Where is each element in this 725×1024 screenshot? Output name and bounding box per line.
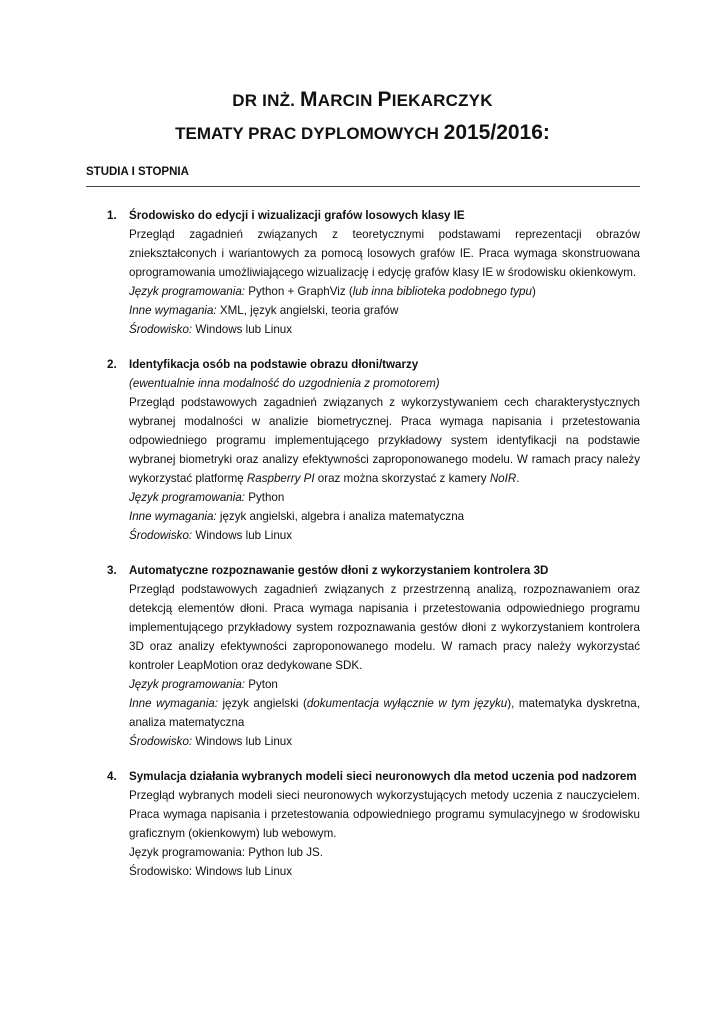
- environment-value: Windows lub Linux: [192, 735, 293, 748]
- topic-title: Symulacja działania wybranych modeli sieci neuronowych dla metod uczenia pod nadzorem: [129, 770, 637, 783]
- topic-subtitle: (ewentualnie inna modalność do uzgodnienia z promotorem): [129, 377, 440, 390]
- section-divider: [86, 186, 640, 187]
- topic-language: Język programowania: Python lub JS.: [129, 846, 323, 859]
- topic-number: 3.: [107, 564, 117, 577]
- environment-value: Windows lub Linux: [192, 529, 293, 542]
- topic-title: Identyfikacja osób na podstawie obrazu dłoni/twarzy: [129, 358, 419, 371]
- topic-environment: Środowisko: Windows lub Linux: [129, 865, 293, 878]
- environment-label: Środowisko:: [129, 529, 193, 542]
- language-label: Język programowania:: [129, 285, 245, 298]
- topic-requirements: [129, 301, 640, 320]
- language-value: Python + GraphViz (: [245, 285, 353, 298]
- topic-item-2: [86, 355, 640, 545]
- section-heading: STUDIA I STOPNIA: [86, 166, 189, 178]
- description-part: oraz można skorzystać z kamery: [314, 472, 490, 485]
- topic-language: [129, 282, 640, 301]
- description-part: .: [516, 472, 520, 485]
- topic-description: Przegląd wybranych modeli sieci neuronowych wykorzystujących metody uczenia z nauczycielem. Praca wymaga napisania i przetestowania odpowiedniego programu symulacyjnego w środowisku graficznym (okienkowym) lub webowym.: [129, 789, 640, 840]
- topic-number: 1.: [107, 209, 117, 222]
- language-close: ): [531, 285, 536, 298]
- subtitle-text: TEMATY PRAC DYPLOMOWYCH: [175, 124, 444, 143]
- language-label: Język programowania:: [129, 678, 245, 691]
- author-last-rest: IEKARCZYK: [391, 91, 493, 110]
- author-last-initial: P: [377, 88, 392, 111]
- description-part: Przegląd podstawowych zagadnień związanych z wykorzystywaniem cech charakterystycznych wybranej modalności w analizie biometrycznej. Praca wymaga napisania i przetestowania odpowiedniego programu implementującego przykładowy system identyfikacji na podstawie wybranej biometryki oraz analizy efektywności zaproponowanego modelu. W ramach pracy należy wykorzystać platformę: [129, 396, 640, 485]
- topic-number: 2.: [107, 358, 117, 371]
- topic-title: Środowisko do edycji i wizualizacji grafów losowych klasy IE: [129, 209, 465, 222]
- description-camera: NoIR: [489, 472, 517, 485]
- author-name: [0, 88, 725, 112]
- topic-requirements: [129, 694, 640, 732]
- requirements-label: Inne wymagania:: [129, 304, 217, 317]
- requirements-label: Inne wymagania:: [129, 510, 217, 523]
- topic-language: [129, 675, 640, 694]
- topic-description: Przegląd podstawowych zagadnień związanych z przestrzenną analizą, rozpoznawaniem oraz detekcją elementów dłoni. Praca wymaga napisania i przetestowania odpowiedniego programu implementującego przykładowy system rozpoznawania gestów dłoni z wykorzystaniem kontrolera 3D oraz analizy efektywności zaproponowanego modelu. W ramach pracy należy wykorzystać kontroler LeapMotion oraz dedykowane SDK.: [129, 583, 640, 672]
- language-note: lub inna biblioteka podobnego typu: [352, 285, 532, 298]
- language-label: Język programowania:: [129, 491, 245, 504]
- requirements-value: język angielski (: [217, 697, 307, 710]
- topic-language: [129, 488, 640, 507]
- author-title: DR INŻ.: [232, 91, 301, 110]
- topic-environment: [129, 526, 640, 545]
- requirements-value: ), matematyka dyskretna, analiza matematyczna: [129, 697, 640, 729]
- document-subtitle: [0, 121, 725, 145]
- topic-title: Automatyczne rozpoznawanie gestów dłoni z wykorzystaniem kontrolera 3D: [129, 564, 549, 577]
- topic-environment: [129, 732, 640, 751]
- topic-requirements: [129, 507, 640, 526]
- author-first-rest: ARCIN: [317, 91, 378, 110]
- topic-item-1: [86, 206, 640, 339]
- language-value: Python: [245, 491, 285, 504]
- subtitle-year: 2015/2016:: [443, 121, 550, 144]
- language-value: Pyton: [245, 678, 278, 691]
- requirements-note: dokumentacja wyłącznie w tym języku: [306, 697, 508, 710]
- topic-item-3: [86, 561, 640, 751]
- topic-environment: [129, 320, 640, 339]
- topic-description: Przegląd zagadnień związanych z teoretycznymi podstawami reprezentacji obrazów zniekształconych i wariantowych za pomocą losowych grafów IE. Praca wymaga skonstruowana oprogramowania umożliwiającego wizualizację i edycję grafów klasy IE w środowisku okienkowym.: [129, 228, 640, 279]
- environment-label: Środowisko:: [129, 735, 193, 748]
- topic-number: 4.: [107, 770, 117, 783]
- requirements-value: XML, język angielski, teoria grafów: [216, 304, 399, 317]
- author-first-initial: M: [300, 88, 318, 111]
- requirements-value: język angielski, algebra i analiza matematyczna: [216, 510, 465, 523]
- environment-value: Windows lub Linux: [192, 323, 293, 336]
- topic-list: [86, 206, 640, 897]
- environment-label: Środowisko:: [129, 323, 193, 336]
- topic-description: [129, 393, 640, 488]
- topic-item-4: [86, 767, 640, 881]
- description-platform: Raspberry PI: [246, 472, 315, 485]
- requirements-label: Inne wymagania:: [129, 697, 218, 710]
